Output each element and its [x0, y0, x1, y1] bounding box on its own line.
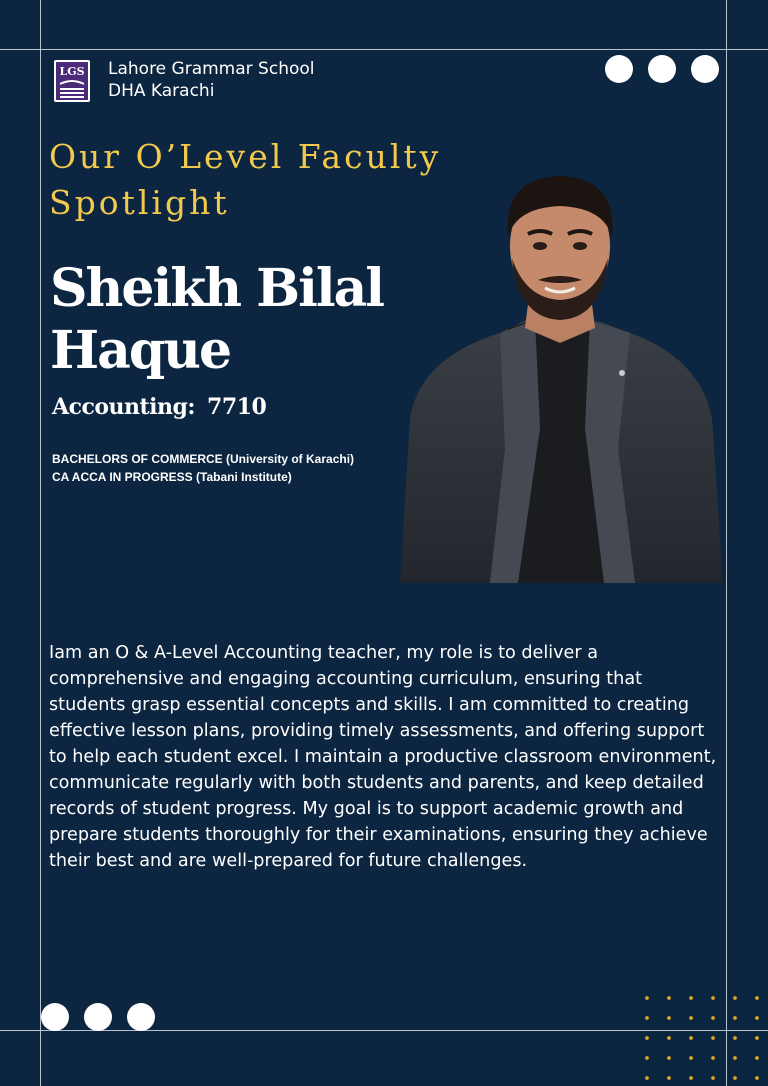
school-name-line1: Lahore Grammar School: [108, 59, 315, 79]
heading-line2: Spotlight: [49, 183, 230, 222]
dot-icon: [691, 55, 719, 83]
heading-line1: Our O’Level Faculty: [49, 137, 442, 176]
decorative-dots-bottom: [41, 1003, 155, 1031]
teacher-name-line2: Haque: [50, 320, 231, 381]
school-logo: [54, 60, 90, 102]
logo-text: LGS: [59, 65, 85, 78]
dot-icon: [127, 1003, 155, 1031]
qualification-2: CA ACCA IN PROGRESS (Tabani Institute): [52, 470, 292, 484]
subject-code: 7710: [207, 394, 267, 420]
school-name: [108, 58, 315, 102]
teacher-bio: Iam an O & A-Level Accounting teacher, my role is to deliver a comprehensive and engaging accounting curriculum, ensuring that students grasp essential concepts and skills. I am committed to creating effective lesson plans, providing timely assessments, and offering support to help each student excel. I maintain a productive classroom environment, communicate regularly with both students and parents, and keep detailed records of student progress. My goal is to support academic growth and prepare students thoroughly for their examinations, ensuring they achieve their best and are well-prepared for future challenges.: [49, 643, 717, 871]
dot-icon: [41, 1003, 69, 1031]
frame-line-left: [40, 0, 41, 1086]
teacher-qualifications: [52, 450, 354, 486]
decorative-dot-grid: [636, 988, 766, 1086]
school-name-line2: DHA Karachi: [108, 81, 215, 101]
frame-line-right: [726, 0, 727, 1086]
dot-icon: [84, 1003, 112, 1031]
decorative-dots-top: [605, 55, 719, 83]
teacher-photo: [390, 168, 723, 583]
frame-line-top: [0, 49, 768, 50]
teacher-name-line1: Sheikh Bilal: [50, 258, 384, 319]
teacher-name: [50, 258, 383, 382]
dot-icon: [648, 55, 676, 83]
subject-label: Accounting:: [52, 394, 196, 420]
qualification-1: BACHELORS OF COMMERCE (University of Karachi): [52, 452, 355, 466]
spotlight-heading: [49, 134, 441, 226]
teacher-subject: [52, 394, 266, 420]
dot-icon: [605, 55, 633, 83]
